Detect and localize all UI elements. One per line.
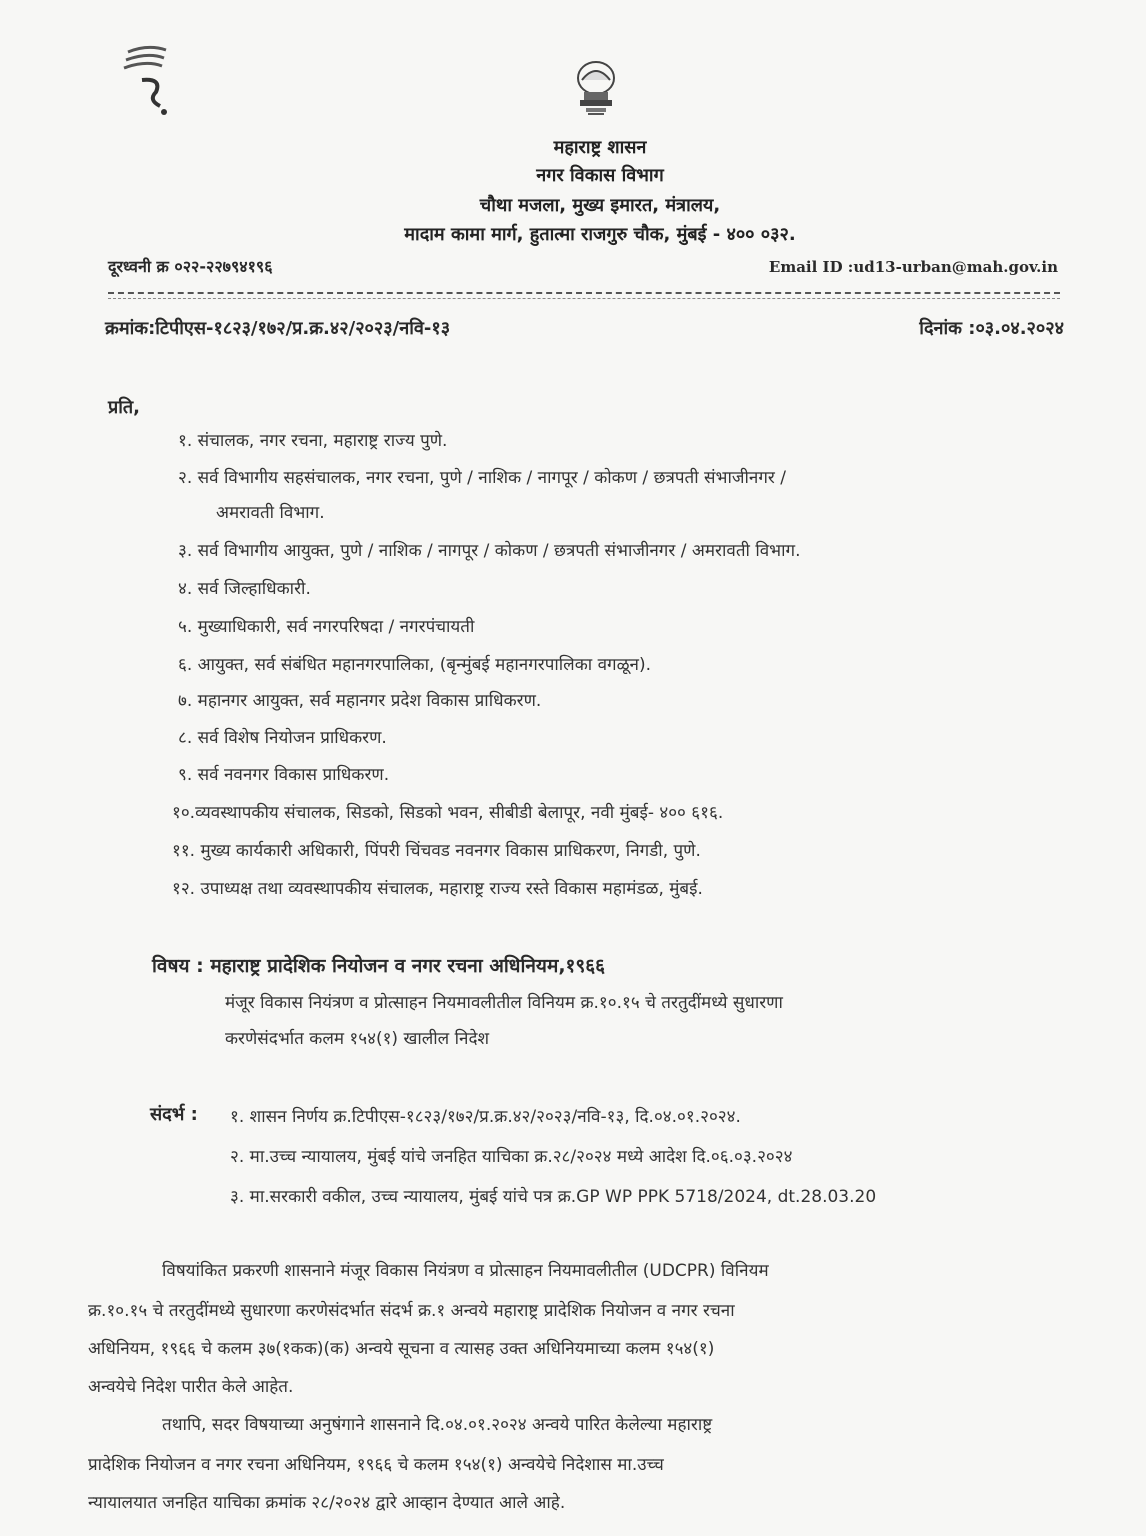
dept-header-line3: चौथा मजला, मुख्य इमारत, मंत्रालय,	[479, 195, 721, 216]
recipient-item: १२. उपाध्यक्ष तथा व्यवस्थापकीय संचालक, महाराष्ट्र राज्य रस्ते विकास महामंडळ, मुंबई.	[172, 879, 703, 899]
reference-item: १. शासन निर्णय क्र.टिपीएस-१८२३/१७२/प्र.क्र.४२/२०२३/नवि-१३, दि.०४.०१.२०२४.	[230, 1107, 741, 1127]
recipient-item: १. संचालक, नगर रचना, महाराष्ट्र राज्य पुणे.	[178, 431, 448, 451]
subject-title: विषय : महाराष्ट्र प्रादेशिक नियोजन व नगर रचना अधिनियम,१९६६	[152, 955, 606, 977]
state-emblem-icon	[566, 56, 626, 122]
recipient-item: २. सर्व विभागीय सहसंचालक, नगर रचना, पुणे / नाशिक / नागपूर / कोकण / छत्रपती संभाजीनगर /	[178, 468, 786, 488]
references-label: संदर्भ :	[150, 1104, 198, 1125]
reference-item: २. मा.उच्च न्यायालय, मुंबई यांचे जनहित याचिका क्र.२८/२०२४ मध्ये आदेश दि.०६.०३.२०२४	[230, 1147, 793, 1167]
recipient-item: ८. सर्व विशेष नियोजन प्राधिकरण.	[178, 728, 387, 748]
subject-line: मंजूर विकास नियंत्रण व प्रोत्साहन नियमावलीतील विनियम क्र.१०.१५ चे तरतुदींमध्ये सुधारणा	[225, 993, 783, 1013]
recipient-item: ५. मुख्याधिकारी, सर्व नगरपरिषदा / नगरपंचायती	[178, 617, 475, 637]
body-line: प्रादेशिक नियोजन व नगर रचना अधिनियम, १९६६ चे कलम १५४(१) अन्वयेचे निदेशास मा.उच्च	[88, 1455, 664, 1475]
body-line: तथापि, सदर विषयाच्या अनुषंगाने शासनाने दि.०४.०१.२०२४ अन्वये पारित केलेल्या महाराष्ट्र	[162, 1415, 713, 1435]
divider	[108, 298, 1060, 299]
dept-header-line1: महाराष्ट्र शासन	[553, 137, 647, 158]
divider	[108, 292, 1060, 294]
body-line: अन्वयेचे निदेश पारीत केले आहेत.	[88, 1377, 294, 1397]
recipients-label: प्रति,	[108, 397, 141, 418]
dept-header-line4: मादाम कामा मार्ग, हुतात्मा राजगुरु चौक, मुंबई - ४०० ०३२.	[404, 224, 796, 245]
phone-number: दूरध्वनी क्र ०२२-२२७९४१९६	[108, 257, 273, 276]
recipient-item: ३. सर्व विभागीय आयुक्त, पुणे / नाशिक / नागपूर / कोकण / छत्रपती संभाजीनगर / अमरावती विभाग.	[178, 541, 801, 561]
handwritten-mark	[118, 40, 180, 120]
body-line: अधिनियम, १९६६ चे कलम ३७(१कक)(क) अन्वये सूचना व त्यासह उक्त अधिनियमाच्या कलम १५४(१)	[88, 1339, 715, 1359]
letter-date: दिनांक :०३.०४.२०२४	[919, 318, 1064, 339]
recipient-item: ११. मुख्य कार्यकारी अधिकारी, पिंपरी चिंचवड नवनगर विकास प्राधिकरण, निगडी, पुणे.	[172, 841, 701, 861]
subject-line: करणेसंदर्भात कलम १५४(१) खालील निदेश	[225, 1029, 490, 1049]
body-line: विषयांकित प्रकरणी शासनाने मंजूर विकास नियंत्रण व प्रोत्साहन नियमावलीतील (UDCPR) विनियम	[162, 1261, 769, 1281]
reference-item: ३. मा.सरकारी वकील, उच्च न्यायालय, मुंबई यांचे पत्र क्र.GP WP PPK 5718/2024, dt.28.03.20	[230, 1187, 877, 1207]
body-line: न्यायालयात जनहित याचिका क्रमांक २८/२०२४ द्वारे आव्हान देण्यात आले आहे.	[88, 1493, 566, 1513]
recipient-item: ६. आयुक्त, सर्व संबंधित महानगरपालिका, (बृन्मुंबई महानगरपालिका वगळून).	[178, 655, 651, 675]
email-address: Email ID :ud13-urban@mah.gov.in	[768, 258, 1058, 276]
recipient-item: ४. सर्व जिल्हाधिकारी.	[178, 579, 311, 599]
dept-header-line2: नगर विकास विभाग	[536, 165, 664, 186]
reference-number: क्रमांक:टिपीएस-१८२३/१७२/प्र.क्र.४२/२०२३/नवि-१३	[105, 318, 451, 339]
recipient-item: १०.व्यवस्थापकीय संचालक, सिडको, सिडको भवन, सीबीडी बेलापूर, नवी मुंबई- ४०० ६१६.	[172, 803, 724, 823]
recipient-item: ९. सर्व नवनगर विकास प्राधिकरण.	[178, 765, 390, 785]
recipient-item: अमरावती विभाग.	[216, 503, 325, 523]
body-line: क्र.१०.१५ चे तरतुदींमध्ये सुधारणा करणेसंदर्भात संदर्भ क्र.१ अन्वये महाराष्ट्र प्रादेशिक नियोजन व नगर रचना	[88, 1301, 735, 1321]
recipient-item: ७. महानगर आयुक्त, सर्व महानगर प्रदेश विकास प्राधिकरण.	[178, 691, 542, 711]
